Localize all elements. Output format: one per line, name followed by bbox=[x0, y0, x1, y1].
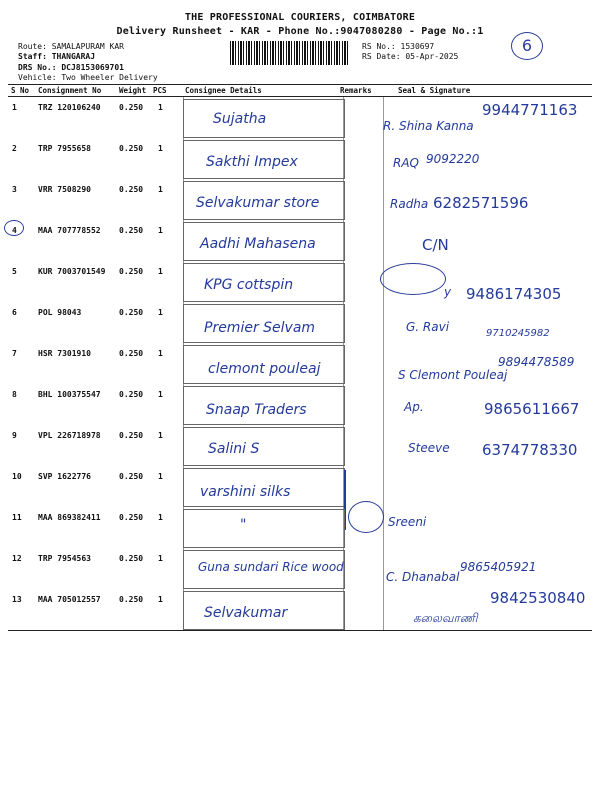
row-weight: 0.250 bbox=[119, 595, 144, 604]
rs-date: RS Date: 05-Apr-2025 bbox=[362, 52, 459, 61]
row-pcs: 1 bbox=[158, 103, 163, 112]
table-row bbox=[8, 261, 592, 302]
col-consignee: Consignee Details bbox=[185, 86, 262, 95]
row-signature: G. Ravi bbox=[406, 320, 450, 334]
row-sno: 5 bbox=[12, 267, 17, 276]
row-consignment: MAA 869382411 bbox=[38, 513, 101, 522]
row-weight: 0.250 bbox=[119, 185, 144, 194]
row-phone: 9865611667 bbox=[484, 400, 580, 418]
row-phone: 9894478589 bbox=[498, 355, 575, 369]
row-weight: 0.250 bbox=[119, 513, 144, 522]
table-row bbox=[8, 425, 592, 466]
row-sno: 11 bbox=[12, 513, 22, 522]
row-weight: 0.250 bbox=[119, 103, 144, 112]
row-weight: 0.250 bbox=[119, 308, 144, 317]
row-consignment: POL 98043 bbox=[38, 308, 82, 317]
row-consignee-handwritten: KPG cottspin bbox=[204, 277, 294, 293]
row-consignment: KUR 7003701549 bbox=[38, 267, 106, 276]
row-consignment: MAA 707778552 bbox=[38, 226, 101, 235]
staff-label: Staff: THANGARAJ bbox=[18, 52, 96, 61]
row-signature: Sreeni bbox=[388, 515, 427, 529]
route-label: Route: SAMALAPURAM KAR bbox=[18, 42, 124, 51]
page-mark-handwritten: 6 bbox=[511, 32, 543, 60]
row-consignee-handwritten: Sujatha bbox=[213, 111, 267, 127]
row-sno: 10 bbox=[12, 472, 22, 481]
table-row bbox=[8, 138, 592, 179]
row-sno: 4 bbox=[12, 226, 17, 235]
row-signature: C. Dhanabal bbox=[386, 570, 460, 584]
row-consignment: VPL 226718978 bbox=[38, 431, 101, 440]
row-phone: 9865405921 bbox=[460, 560, 537, 574]
row-sno: 1 bbox=[12, 103, 17, 112]
drs-number: DRS No.: DCJ8153069701 bbox=[18, 63, 124, 72]
table-row bbox=[8, 548, 592, 589]
row-pcs: 1 bbox=[158, 349, 163, 358]
runsheet-subtitle: Delivery Runsheet - KAR - Phone No.:9047080280 - Page No.:1 bbox=[116, 26, 484, 37]
row-pcs: 1 bbox=[158, 554, 163, 563]
row-consignee-handwritten: Aadhi Mahasena bbox=[200, 236, 316, 252]
row-consignment: VRR 7508290 bbox=[38, 185, 91, 194]
row-signature: Ap. bbox=[404, 400, 424, 414]
row-phone: 6282571596 bbox=[433, 194, 529, 212]
col-remarks: Remarks bbox=[340, 86, 372, 95]
row-signature: y bbox=[444, 285, 452, 299]
row-weight: 0.250 bbox=[119, 226, 144, 235]
ink-stamp-scribble bbox=[348, 501, 384, 533]
document-title: THE PROFESSIONAL COURIERS, COIMBATORE bbox=[184, 12, 416, 23]
row-weight: 0.250 bbox=[119, 554, 144, 563]
row-signature: C/N bbox=[422, 236, 449, 254]
table-row bbox=[8, 466, 592, 507]
table-row bbox=[8, 302, 592, 343]
row-sno: 6 bbox=[12, 308, 17, 317]
row-consignee-handwritten: varshini silks bbox=[200, 484, 291, 500]
row-consignment: TRZ 120106240 bbox=[38, 103, 101, 112]
row-signature: Radha bbox=[390, 197, 429, 211]
rs-number: RS No.: 1530697 bbox=[362, 42, 435, 51]
row-sno: 13 bbox=[12, 595, 22, 604]
row-signature: S Clemont Pouleaj bbox=[398, 368, 508, 382]
row-pcs: 1 bbox=[158, 595, 163, 604]
row-pcs: 1 bbox=[158, 472, 163, 481]
table-row bbox=[8, 589, 592, 630]
row-signature: Steeve bbox=[408, 441, 450, 455]
row-pcs: 1 bbox=[158, 431, 163, 440]
row-consignee-handwritten: Snaap Traders bbox=[206, 402, 307, 418]
row-sno: 12 bbox=[12, 554, 22, 563]
row-pcs: 1 bbox=[158, 226, 163, 235]
table-bottom-rule bbox=[8, 630, 592, 631]
row-consignment: MAA 705012557 bbox=[38, 595, 101, 604]
row-weight: 0.250 bbox=[119, 267, 144, 276]
row-weight: 0.250 bbox=[119, 390, 144, 399]
ink-loop-scribble bbox=[380, 263, 446, 295]
row-phone: 6374778330 bbox=[482, 441, 578, 459]
row-sno: 8 bbox=[12, 390, 17, 399]
row-consignment: TRP 7955658 bbox=[38, 144, 91, 153]
row-consignment: HSR 7301910 bbox=[38, 349, 91, 358]
row-pcs: 1 bbox=[158, 267, 163, 276]
table-row bbox=[8, 384, 592, 425]
row-signature: கலைவாணி bbox=[413, 611, 478, 625]
row-weight: 0.250 bbox=[119, 431, 144, 440]
row-consignee-handwritten: " bbox=[240, 517, 247, 533]
row-pcs: 1 bbox=[158, 308, 163, 317]
row-pcs: 1 bbox=[158, 513, 163, 522]
row-consignee-handwritten: Sakthi Impex bbox=[206, 154, 298, 170]
row-sno: 2 bbox=[12, 144, 17, 153]
vehicle-label: Vehicle: Two Wheeler Delivery bbox=[18, 73, 158, 82]
row-consignment: TRP 7954563 bbox=[38, 554, 91, 563]
table-row bbox=[8, 97, 592, 138]
row-phone: 9710245982 bbox=[486, 328, 550, 339]
row-consignment: SVP 1622776 bbox=[38, 472, 91, 481]
row-pcs: 1 bbox=[158, 144, 163, 153]
barcode bbox=[230, 41, 350, 65]
row-consignment: BHL 100375547 bbox=[38, 390, 101, 399]
row-consignee-handwritten: Selvakumar store bbox=[196, 195, 320, 211]
row-consignee-handwritten: Salini S bbox=[208, 441, 260, 457]
row-sno: 7 bbox=[12, 349, 17, 358]
row-weight: 0.250 bbox=[119, 472, 144, 481]
row-weight: 0.250 bbox=[119, 144, 144, 153]
row-signature: RAQ bbox=[393, 156, 419, 170]
table-row bbox=[8, 507, 592, 548]
col-pcs: PCS bbox=[153, 86, 167, 95]
row-pcs: 1 bbox=[158, 185, 163, 194]
row-signature: R. Shina Kanna bbox=[383, 119, 474, 133]
row-consignee-handwritten: Selvakumar bbox=[204, 605, 288, 621]
row-phone: 9842530840 bbox=[490, 589, 586, 607]
row-consignee-handwritten: clemont pouleaj bbox=[208, 361, 321, 377]
table-row bbox=[8, 179, 592, 220]
col-seal-signature: Seal & Signature bbox=[398, 86, 471, 95]
row-consignee-handwritten: Premier Selvam bbox=[204, 320, 316, 336]
table-row bbox=[8, 343, 592, 384]
table-row bbox=[8, 220, 592, 261]
table-top-rule bbox=[8, 84, 592, 85]
row-consignee-handwritten: Guna sundari Rice wood bbox=[198, 560, 344, 574]
row-phone: 9944771163 bbox=[482, 101, 578, 119]
row-pcs: 1 bbox=[158, 390, 163, 399]
row-phone: 9486174305 bbox=[466, 285, 562, 303]
row-sno: 3 bbox=[12, 185, 17, 194]
row-phone: 9092220 bbox=[426, 152, 480, 166]
row-weight: 0.250 bbox=[119, 349, 144, 358]
col-sno: S No bbox=[11, 86, 30, 95]
col-weight: Weight bbox=[119, 86, 147, 95]
col-consignment: Consignment No bbox=[38, 86, 102, 95]
row-sno: 9 bbox=[12, 431, 17, 440]
